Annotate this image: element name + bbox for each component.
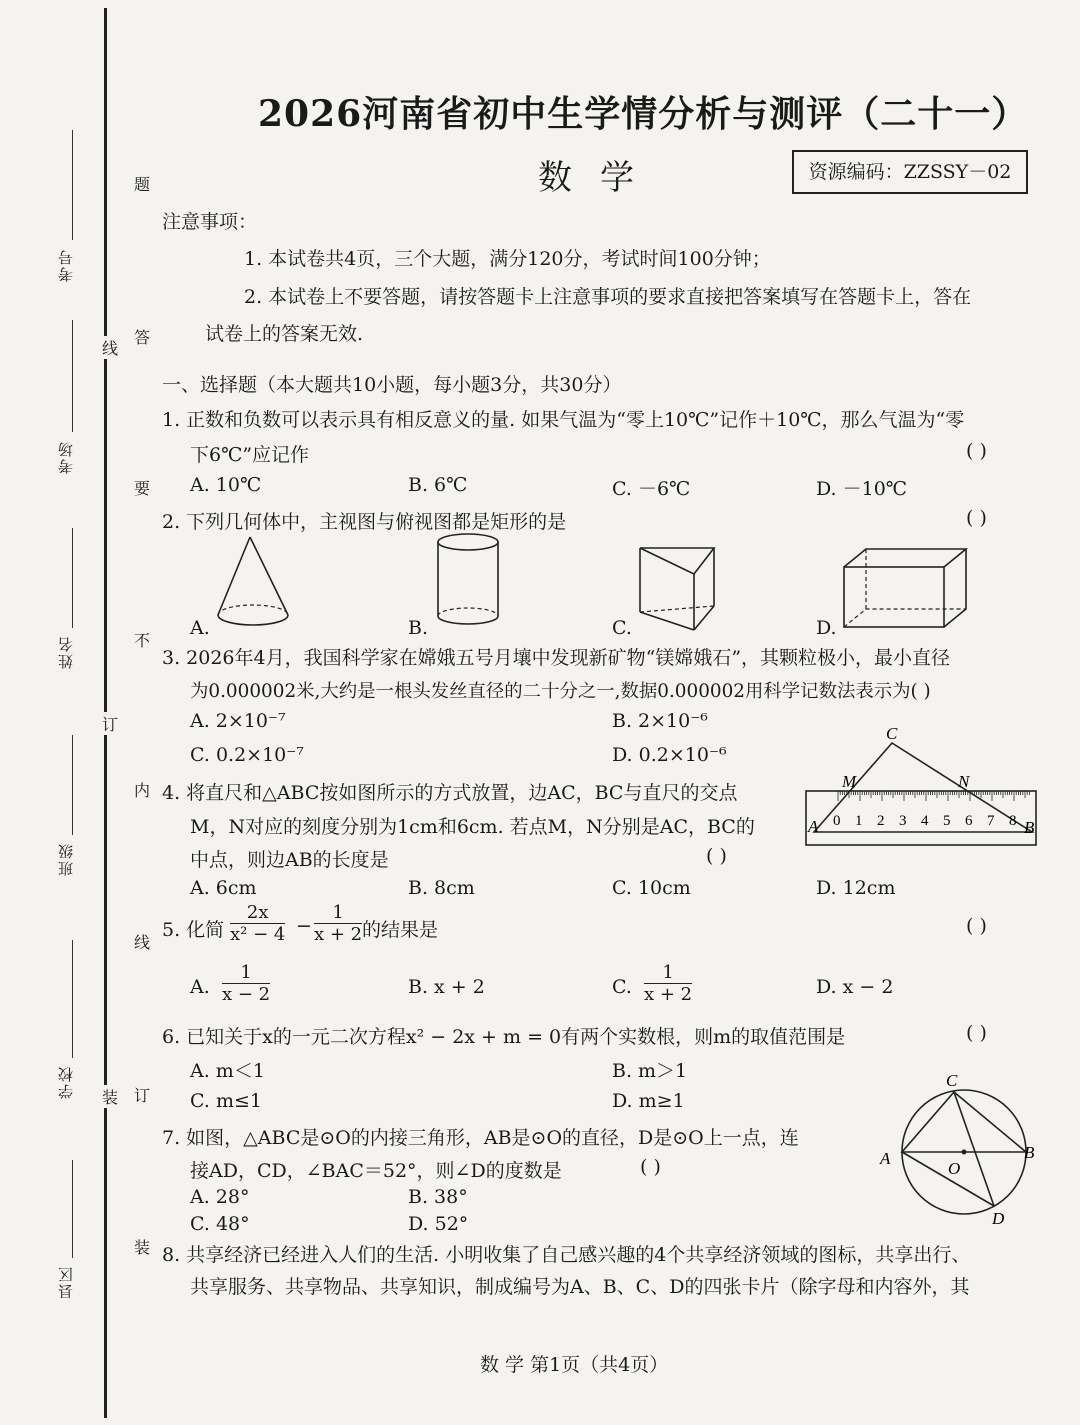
warning-char-5: 内 [134, 781, 151, 800]
q4-option-b: B. 8cm [408, 877, 475, 899]
q7-option-d: D. 52° [408, 1213, 469, 1235]
q1-option-b: B. 6℃ [408, 474, 468, 496]
q2-figure-triangular-prism [636, 540, 726, 635]
field-line-class [72, 735, 73, 835]
q2-figure-cylinder [432, 532, 512, 632]
ruler-label: 5 [943, 813, 951, 829]
warning-char-7: 订 [134, 1086, 151, 1105]
q5-option-a-numerator: 1 [222, 962, 270, 984]
q5-option-a-label: A. [190, 976, 210, 998]
warning-char-4: 不 [134, 631, 151, 650]
q6-option-d: D. m≥1 [612, 1090, 685, 1112]
q5-fraction-2 [314, 902, 362, 945]
q5-fraction-1-numerator: 2x [230, 902, 285, 924]
field-label-exam-room: 考场 [57, 440, 75, 474]
q7-text-line-2: 接AD，CD，∠BAC＝52°，则∠D的度数是 [190, 1160, 562, 1182]
q7-point-b: B [1024, 1143, 1035, 1162]
q1-answer-paren: ( ) [966, 440, 987, 462]
subject-title: 数学 [538, 158, 662, 198]
q4-text-line-3: 中点，则边AB的长度是 [190, 849, 389, 871]
q2-figure-cuboid [840, 545, 975, 635]
resource-code-box: 资源编码：ZZSSY－02 [792, 150, 1028, 194]
notes-item-1: 1. 本试卷共4页，三个大题，满分120分，考试时间100分钟； [244, 248, 771, 270]
warning-char-3: 要 [134, 479, 151, 498]
q3-option-c: C. 0.2×10⁻⁷ [190, 744, 304, 766]
warning-char-1: 题 [134, 175, 151, 194]
ruler-label: 6 [965, 813, 973, 829]
field-label-class: 班级 [57, 842, 75, 876]
ruler-label: 8 [1009, 813, 1017, 829]
ruler-label: 0 [833, 813, 841, 829]
q1-option-a: A. 10℃ [190, 474, 262, 496]
field-line-exam-number [72, 130, 73, 240]
ruler-label: 7 [987, 813, 995, 829]
seal-word-staple: 装 [102, 1085, 118, 1108]
field-label-exam-number: 考号 [57, 248, 75, 282]
q5-option-a-fraction [222, 962, 270, 1005]
q5-option-c-fraction [644, 962, 692, 1005]
q5-option-a-denominator: x − 2 [222, 984, 271, 1005]
q7-option-c: C. 48° [190, 1213, 250, 1235]
q4-answer-paren: ( ) [706, 845, 727, 867]
q6-option-a: A. m＜1 [190, 1060, 265, 1082]
q6-option-b: B. m＞1 [612, 1060, 688, 1082]
q7-point-c: C [946, 1071, 958, 1090]
q3-option-b: B. 2×10⁻⁶ [612, 710, 708, 732]
q5-option-d: D. x − 2 [816, 976, 894, 998]
q4-point-n: N [958, 772, 970, 791]
field-label-county: 县区 [57, 1265, 75, 1299]
ruler-label: 3 [899, 813, 907, 829]
q7-point-d: D [992, 1209, 1005, 1228]
warning-char-2: 答 [134, 328, 151, 347]
q8-text-line-1: 8. 共享经济已经进入人们的生活. 小明收集了自己感兴趣的4个共享经济领域的图标，共享出行、 [162, 1244, 971, 1266]
q7-option-a: A. 28° [190, 1186, 250, 1208]
q1-option-d: D. －10℃ [816, 478, 908, 500]
q2-label-c: C. [612, 617, 632, 639]
q7-text-line-1: 7. 如图，△ABC是⊙O的内接三角形，AB是⊙O的直径，D是⊙O上一点，连 [162, 1127, 799, 1149]
q3-text-line-1: 3. 2026年4月，我国科学家在嫦娥五号月壤中发现新矿物“镁嫦娥石”，其颗粒极小，最小直径 [162, 647, 951, 669]
q4-text-line-2: M，N对应的刻度分别为1cm和6cm. 若点M，N分别是AC，BC的 [190, 816, 755, 838]
field-label-name: 姓名 [57, 635, 75, 669]
q2-text: 2. 下列几何体中，主视图与俯视图都是矩形的是 [162, 511, 567, 533]
q1-text-line-1: 1. 正数和负数可以表示具有相反意义的量. 如果气温为“零上10℃”记作＋10℃，那么气温为“零 [162, 409, 965, 431]
q6-option-c: C. m≤1 [190, 1090, 262, 1112]
q2-label-b: B. [408, 617, 429, 639]
q4-vertex-b: B [1024, 818, 1035, 837]
paper-title: 2026河南省初中生学情分析与测评（二十一） [258, 93, 1029, 135]
q8-text-line-2: 共享服务、共享物品、共享知识，制成编号为A、B、C、D的四张卡片（除字母和内容外，其 [190, 1276, 970, 1298]
q2-label-d: D. [816, 617, 837, 639]
q7-point-o: O [948, 1159, 961, 1178]
q3-text-line-2: 为0.000002米,大约是一根头发丝直径的二十分之一,数据0.000002用科学记数法表示为( ) [190, 681, 931, 702]
q3-option-a: A. 2×10⁻⁷ [190, 710, 286, 732]
field-label-school: 学校 [57, 1065, 75, 1099]
notes-item-2-line-1: 2. 本试卷上不要答题，请按答题卡上注意事项的要求直接把答案填写在答题卡上，答在 [244, 286, 972, 308]
q5-suffix: 的结果是 [362, 919, 439, 941]
q2-answer-paren: ( ) [966, 507, 987, 529]
q4-text-line-1: 4. 将直尺和△ABC按如图所示的方式放置，边AC，BC与直尺的交点 [162, 782, 738, 804]
q4-figure-ruler-triangle [800, 725, 1045, 850]
q5-answer-paren: ( ) [966, 915, 987, 937]
field-line-exam-room [72, 320, 73, 432]
q5-fraction-1 [230, 902, 285, 945]
page-footer: 数 学 第1页（共4页） [480, 1354, 669, 1376]
field-line-county [72, 1160, 73, 1258]
q6-text: 6. 已知关于x的一元二次方程x² − 2x + m = 0有两个实数根，则m的取值范围是 [162, 1026, 846, 1048]
q4-option-a: A. 6cm [190, 877, 257, 899]
q5-prefix: 5. 化简 [162, 919, 225, 941]
warning-char-8: 装 [134, 1238, 151, 1257]
q7-figure-circle [874, 1068, 1049, 1228]
warning-char-6: 线 [134, 933, 151, 952]
ruler-label: 4 [921, 813, 929, 829]
q1-option-c: C. －6℃ [612, 478, 691, 500]
field-line-school [72, 940, 73, 1058]
q4-vertex-a: A [808, 817, 819, 836]
q4-option-c: C. 10cm [612, 877, 691, 899]
q5-option-c-label: C. [612, 976, 632, 998]
q5-fraction-2-denominator: x + 2 [314, 924, 363, 945]
q5-fraction-1-denominator: x² − 4 [230, 924, 286, 945]
q6-answer-paren: ( ) [966, 1022, 987, 1044]
field-line-name [72, 528, 73, 628]
q7-option-b: B. 38° [408, 1186, 468, 1208]
q4-vertex-c: C [886, 725, 898, 743]
q5-option-c-denominator: x + 2 [644, 984, 693, 1005]
q4-point-m: M [842, 772, 857, 791]
q7-answer-paren: ( ) [640, 1156, 661, 1178]
q2-figure-cone [210, 535, 300, 635]
q1-text-line-2: 下6℃”应记作 [190, 444, 310, 466]
q5-option-c-numerator: 1 [644, 962, 692, 984]
seal-word-line: 线 [102, 336, 118, 359]
q3-option-d: D. 0.2×10⁻⁶ [612, 744, 727, 766]
q5-fraction-2-numerator: 1 [314, 902, 362, 924]
notes-heading: 注意事项： [162, 211, 258, 233]
q5-minus: − [296, 915, 312, 937]
q5-option-b: B. x + 2 [408, 976, 485, 998]
q4-option-d: D. 12cm [816, 877, 896, 899]
section-1-heading: 一、选择题（本大题共10小题，每小题3分，共30分） [162, 374, 622, 396]
ruler-label: 2 [877, 813, 885, 829]
q7-point-a: A [880, 1149, 891, 1168]
q2-label-a: A. [190, 617, 210, 639]
ruler-label: 1 [855, 813, 863, 829]
notes-item-2-line-2: 试卷上的答案无效. [205, 323, 364, 345]
seal-word-bind: 订 [102, 712, 118, 735]
